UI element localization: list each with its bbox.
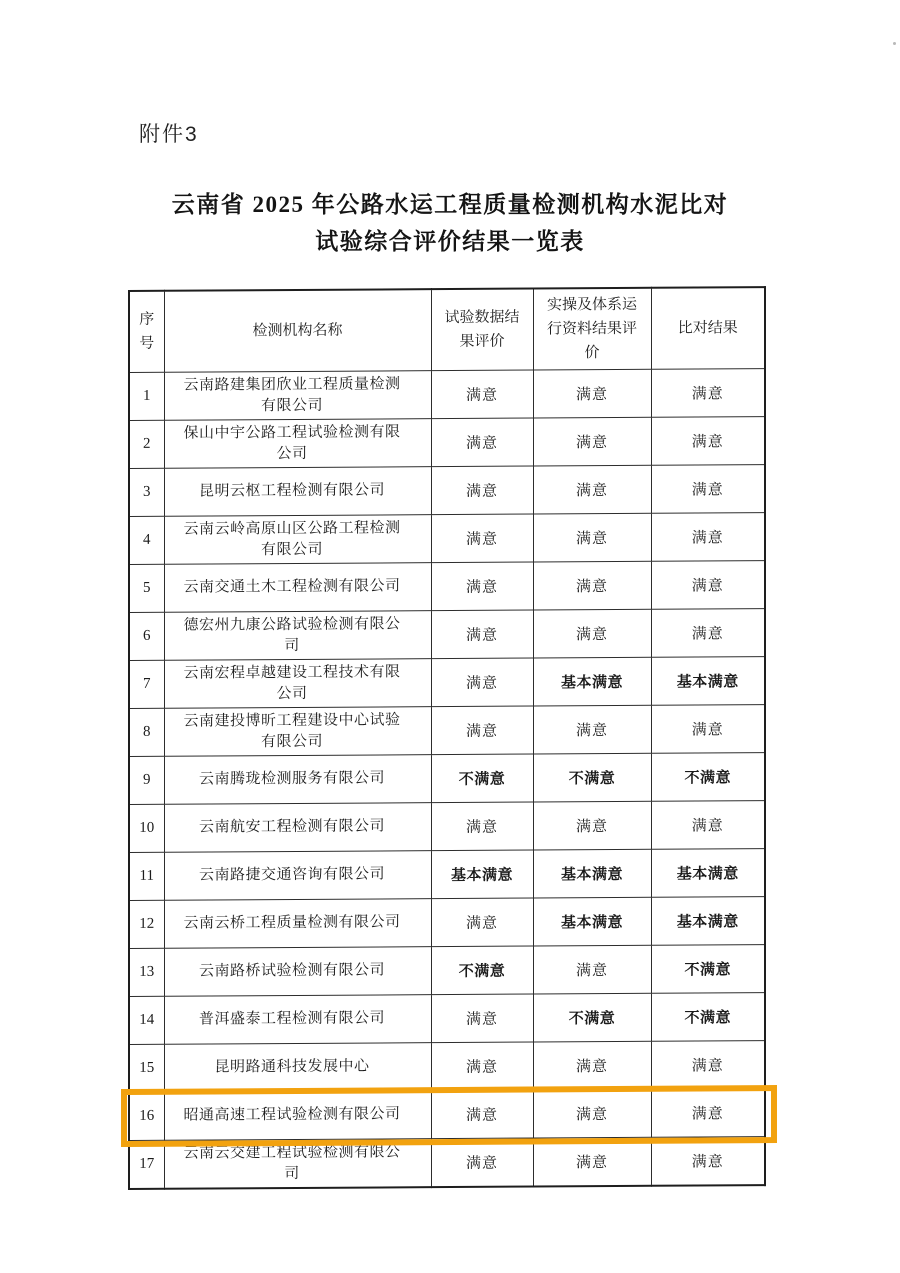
evaluation-cell: 基本满意 [651, 657, 765, 706]
table-row [129, 609, 765, 661]
institution-name-cell: 云南交通土木工程检测有限公司 [164, 563, 431, 613]
evaluation-cell: 满意 [431, 658, 533, 707]
evaluation-cell: 满意 [431, 610, 533, 659]
institution-name-cell: 昆明云枢工程检测有限公司 [164, 467, 431, 517]
evaluation-cell: 满意 [651, 513, 765, 562]
evaluation-cell: 不满意 [651, 993, 765, 1042]
serial-cell: 1 [129, 372, 164, 420]
table-row [129, 1089, 765, 1141]
header-institution: 检测机构名称 [164, 289, 431, 372]
scan-speck [893, 42, 896, 45]
evaluation-cell: 满意 [533, 1041, 651, 1090]
serial-cell: 7 [129, 660, 164, 708]
evaluation-cell: 满意 [533, 369, 651, 418]
evaluation-cell: 满意 [533, 1089, 651, 1138]
serial-cell: 12 [129, 900, 164, 948]
institution-name-cell: 云南建投博昕工程建设中心试验有限公司 [164, 707, 431, 757]
evaluation-cell: 满意 [533, 561, 651, 610]
serial-cell: 5 [129, 564, 164, 612]
evaluation-cell: 不满意 [431, 754, 533, 803]
table-row [129, 1041, 765, 1093]
evaluation-cell: 满意 [651, 417, 765, 466]
evaluation-cell: 满意 [431, 1138, 533, 1187]
header-serial: 序号 [129, 291, 164, 373]
serial-cell: 13 [129, 948, 164, 996]
evaluation-cell: 基本满意 [651, 897, 765, 946]
results-table [128, 286, 766, 1190]
table-row [129, 993, 765, 1045]
table-row [129, 801, 765, 853]
evaluation-cell: 满意 [431, 562, 533, 611]
serial-cell: 2 [129, 420, 164, 468]
evaluation-cell: 满意 [651, 609, 765, 658]
serial-cell: 4 [129, 516, 164, 564]
results-table-wrap [128, 286, 764, 1190]
table-row [129, 1137, 765, 1189]
evaluation-cell: 满意 [431, 370, 533, 419]
evaluation-cell: 基本满意 [533, 897, 651, 946]
evaluation-cell: 满意 [651, 801, 765, 850]
institution-name-cell: 昆明路通科技发展中心 [164, 1043, 431, 1093]
evaluation-cell: 满意 [431, 994, 533, 1043]
evaluation-cell: 满意 [533, 1137, 651, 1186]
table-row [129, 849, 765, 901]
serial-cell: 17 [129, 1140, 164, 1189]
evaluation-cell: 不满意 [533, 993, 651, 1042]
serial-cell: 8 [129, 708, 164, 756]
evaluation-cell: 满意 [533, 465, 651, 514]
serial-cell: 6 [129, 612, 164, 660]
evaluation-cell: 不满意 [651, 753, 765, 802]
evaluation-cell: 满意 [431, 514, 533, 563]
evaluation-cell: 不满意 [533, 753, 651, 802]
evaluation-cell: 满意 [431, 418, 533, 467]
evaluation-cell: 满意 [431, 466, 533, 515]
evaluation-cell: 基本满意 [431, 850, 533, 899]
table-row [129, 705, 765, 757]
institution-name-cell: 昭通高速工程试验检测有限公司 [164, 1091, 431, 1141]
serial-cell: 11 [129, 852, 164, 900]
evaluation-cell: 基本满意 [533, 657, 651, 706]
evaluation-cell: 满意 [651, 1041, 765, 1090]
evaluation-cell: 基本满意 [533, 849, 651, 898]
evaluation-cell: 满意 [431, 706, 533, 755]
evaluation-cell: 满意 [651, 561, 765, 610]
evaluation-cell: 满意 [651, 465, 765, 514]
evaluation-cell: 满意 [533, 609, 651, 658]
institution-name-cell: 云南航安工程检测有限公司 [164, 803, 431, 853]
table-row [129, 945, 765, 997]
serial-cell: 3 [129, 468, 164, 516]
evaluation-cell: 满意 [533, 945, 651, 994]
institution-name-cell: 云南腾珑检测服务有限公司 [164, 755, 431, 805]
institution-name-cell: 云南路桥试验检测有限公司 [164, 947, 431, 997]
table-body [129, 369, 765, 1189]
page-title-line2: 试验综合评价结果一览表 [315, 229, 585, 254]
evaluation-cell: 满意 [651, 1089, 765, 1138]
evaluation-cell: 满意 [431, 802, 533, 851]
table-row [129, 417, 765, 469]
table-row [129, 369, 765, 421]
attachment-label: 附件3 [139, 123, 199, 146]
table-row [129, 897, 765, 949]
evaluation-cell: 满意 [431, 1042, 533, 1091]
evaluation-cell: 基本满意 [651, 849, 765, 898]
evaluation-cell: 满意 [533, 801, 651, 850]
evaluation-cell: 满意 [533, 417, 651, 466]
institution-name-cell: 普洱盛泰工程检测有限公司 [164, 995, 431, 1045]
serial-cell: 14 [129, 996, 164, 1044]
evaluation-cell: 满意 [651, 369, 765, 418]
serial-cell: 16 [129, 1092, 164, 1140]
institution-name-cell: 云南云岭高原山区公路工程检测有限公司 [164, 515, 431, 565]
header-operation-system-result: 实操及体系运行资料结果评价 [533, 288, 651, 370]
evaluation-cell: 满意 [431, 898, 533, 947]
table-row [129, 465, 765, 517]
institution-name-cell: 保山中宇公路工程试验检测有限公司 [164, 419, 431, 469]
evaluation-cell: 不满意 [431, 946, 533, 995]
evaluation-cell: 满意 [533, 705, 651, 754]
table-row [129, 753, 765, 805]
institution-name-cell: 云南云交建工程试验检测有限公司 [164, 1139, 431, 1189]
page-title [0, 186, 900, 260]
serial-cell: 15 [129, 1044, 164, 1092]
institution-name-cell: 云南宏程卓越建设工程技术有限公司 [164, 659, 431, 709]
serial-cell: 10 [129, 804, 164, 852]
table-row [129, 513, 765, 565]
evaluation-cell: 满意 [533, 513, 651, 562]
institution-name-cell: 云南路捷交通咨询有限公司 [164, 851, 431, 901]
evaluation-cell: 满意 [651, 1137, 765, 1186]
evaluation-cell: 满意 [651, 705, 765, 754]
institution-name-cell: 云南路建集团欣业工程质量检测有限公司 [164, 371, 431, 421]
table-header-row [129, 287, 765, 372]
table-row [129, 561, 765, 613]
evaluation-cell: 不满意 [651, 945, 765, 994]
header-comparison-result: 比对结果 [651, 287, 765, 369]
institution-name-cell: 德宏州九康公路试验检测有限公司 [164, 611, 431, 661]
table-row [129, 657, 765, 709]
header-test-data-result: 试验数据结果评价 [431, 289, 533, 371]
serial-cell: 9 [129, 756, 164, 804]
evaluation-cell: 满意 [431, 1090, 533, 1139]
institution-name-cell: 云南云桥工程质量检测有限公司 [164, 899, 431, 949]
page-title-line1: 云南省 2025 年公路水运工程质量检测机构水泥比对 [171, 192, 729, 217]
